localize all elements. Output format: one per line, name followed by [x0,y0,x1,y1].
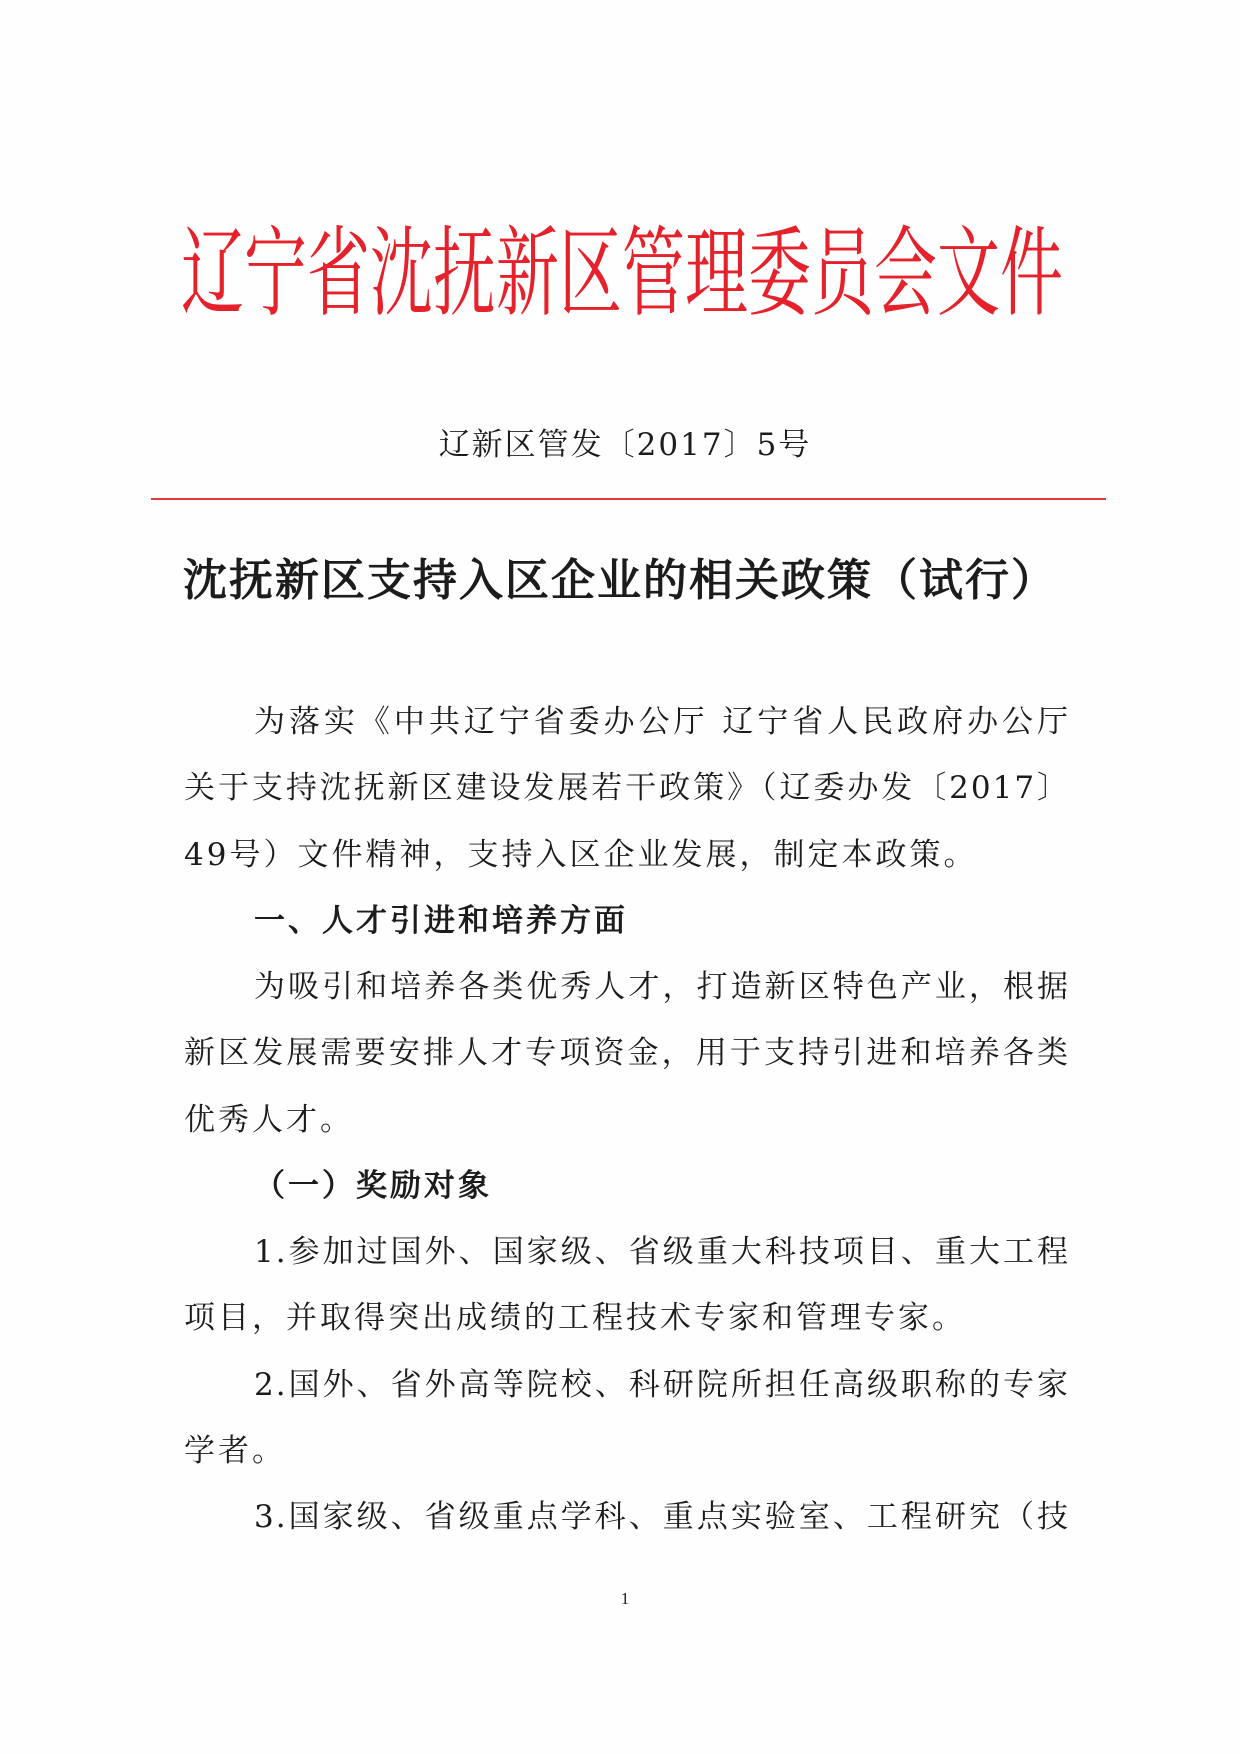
document-number: 辽新区管发〔2017〕5号 [438,427,812,463]
section-heading: 一、人才引进和培养方面 [254,902,628,939]
issuer-title: 辽宁省沈抚新区管理委员会文件 [181,216,1063,331]
section-paragraph-line: 为吸引和培养各类优秀人才，打造新区特色产业，根据 [254,969,1070,1005]
list-item-line: 学者。 [184,1432,286,1469]
section-paragraph-line: 优秀人才。 [184,1101,354,1138]
intro-paragraph-line: 为落实《中共辽宁省委办公厅 辽宁省人民政府办公厅 [254,704,1070,740]
page-number: 1 [620,1589,630,1608]
document-body [184,689,1070,1550]
intro-paragraph-line: 关于支持沈抚新区建设发展若干政策》（辽委办发〔2017〕 [184,770,1070,807]
issuer-header [0,216,1240,331]
subsection-heading: （一）奖励对象 [254,1167,492,1204]
section-paragraph-line: 新区发展需要安排人才专项资金，用于支持引进和培养各类 [184,1035,1070,1072]
document-title: 沈抚新区支持入区企业的相关政策（试行） [183,555,1057,606]
intro-paragraph-line: 49号）文件精神，支持入区企业发展，制定本政策。 [184,836,978,873]
list-item-line: 3.国家级、省级重点学科、重点实验室、工程研究（技 [254,1499,1070,1535]
red-separator-line [151,498,1106,500]
list-item-line: 2.国外、省外高等院校、科研院所担任高级职称的专家 [254,1366,1070,1403]
list-item-line: 项目，并取得突出成绩的工程技术专家和管理专家。 [184,1300,966,1337]
list-item-line: 1.参加过国外、国家级、省级重大科技项目、重大工程 [254,1234,1070,1270]
